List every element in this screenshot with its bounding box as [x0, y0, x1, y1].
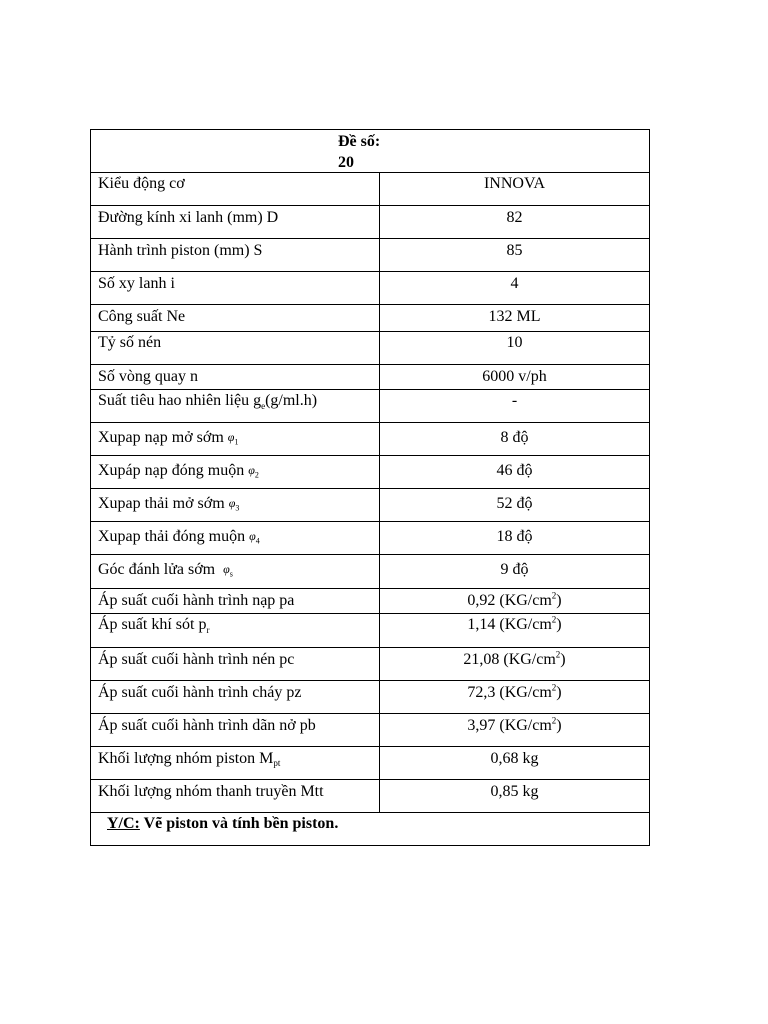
row-label [91, 614, 380, 648]
row-label-subscript: e [261, 401, 266, 412]
table-row [91, 390, 650, 423]
row-value-wrap [467, 684, 561, 701]
row-value [380, 780, 650, 813]
row-label [91, 456, 380, 489]
row-label [91, 489, 380, 522]
row-value-suffix: ) [556, 616, 562, 633]
table-row [91, 456, 650, 489]
row-value-text: 4 [510, 275, 519, 292]
row-value [380, 239, 650, 272]
row-value-suffix: ) [556, 684, 562, 701]
row-label-text: Áp suất cuối hành trình nạp pa [98, 592, 295, 609]
table-footer-row [91, 813, 650, 846]
phi-subscript: s [229, 569, 233, 579]
row-value-text: 72,3 (KG/cm [467, 684, 552, 701]
row-value [380, 681, 650, 714]
row-label-text: Xupáp nạp đóng muộn [98, 462, 245, 479]
row-label-text: Áp suất khí sót p [98, 616, 207, 633]
row-label-text: Áp suất cuối hành trình dãn nở pb [98, 717, 316, 734]
row-value-text: 8 độ [500, 429, 529, 446]
phi-symbol [248, 463, 259, 480]
table-row [91, 206, 650, 239]
phi-letter: φ [228, 496, 236, 510]
row-value [380, 365, 650, 390]
table-row [91, 555, 650, 589]
row-label [91, 648, 380, 681]
phi-subscript: 4 [255, 536, 260, 546]
row-label-text: Suất tiêu hao nhiên liệu g [98, 392, 262, 409]
row-value: 10 [380, 332, 650, 365]
row-label-text: Xupap nạp mở sớm [98, 429, 224, 446]
row-value-text: 18 độ [496, 528, 533, 545]
table-row [91, 332, 650, 365]
row-value [380, 489, 650, 522]
phi-subscript: 1 [234, 437, 239, 447]
row-value: - [380, 390, 650, 423]
table-row [91, 239, 650, 272]
row-value-suffix: ) [556, 592, 562, 609]
row-value-text: 1,14 (KG/cm [467, 616, 552, 633]
row-label-text: Hành trình piston (mm) S [98, 242, 263, 259]
row-value-text: 9 độ [500, 561, 529, 578]
row-label [91, 390, 380, 423]
row-value-text: 85 [506, 242, 523, 259]
phi-letter: φ [248, 463, 255, 477]
row-label-text: Góc đánh lửa sớm [98, 561, 216, 578]
row-label [91, 589, 380, 614]
phi-letter: φ [227, 430, 235, 444]
row-value [380, 648, 650, 681]
row-label [91, 423, 380, 456]
row-label [91, 206, 380, 239]
row-value-text: 52 độ [496, 495, 533, 512]
row-value-text: 0,85 kg [490, 783, 539, 800]
row-label-text: Số xy lanh i [98, 275, 175, 292]
row-value-superscript: 2 [551, 614, 557, 625]
row-label-subscript: r [206, 625, 210, 636]
engine-spec-table [90, 129, 650, 846]
row-value [380, 555, 650, 589]
table-row [91, 173, 650, 206]
table-row [91, 681, 650, 714]
row-value-text: 21,08 (KG/cm [463, 651, 556, 668]
table-row [91, 780, 650, 813]
row-value [380, 272, 650, 305]
exam-number-label: Đề số: [338, 133, 381, 150]
table-header-row [91, 130, 650, 173]
row-label [91, 305, 380, 332]
phi-symbol [223, 562, 233, 579]
row-value-text: 132 ML [488, 308, 541, 325]
table-row [91, 747, 650, 780]
row-label [91, 714, 380, 747]
requirement-prefix: Y/C: [107, 815, 140, 832]
row-value-suffix: ) [560, 651, 566, 668]
row-label-text: Áp suất cuối hành trình cháy pz [98, 684, 302, 701]
table-row [91, 648, 650, 681]
row-label [91, 681, 380, 714]
phi-letter: φ [249, 529, 256, 543]
requirement-cell [91, 813, 650, 846]
requirement-text: Vẽ piston và tính bền piston. [139, 815, 339, 832]
row-value-text: 46 độ [496, 462, 533, 479]
row-value-wrap [467, 592, 561, 609]
row-value-wrap [463, 651, 565, 668]
row-label [91, 272, 380, 305]
table-row [91, 272, 650, 305]
row-value [380, 206, 650, 239]
row-value-text: 0,68 kg [490, 750, 539, 767]
row-value [380, 714, 650, 747]
table-row [91, 614, 650, 648]
table-row [91, 489, 650, 522]
row-label-text: Đường kính xi lanh (mm) D [98, 209, 279, 226]
table-row [91, 522, 650, 555]
row-label [91, 365, 380, 390]
row-value [380, 747, 650, 780]
phi-subscript: 2 [254, 470, 259, 480]
phi-symbol [249, 529, 260, 546]
row-value-text: 3,97 (KG/cm [467, 717, 552, 734]
row-value-text: 0,92 (KG/cm [467, 592, 552, 609]
row-value: INNOVA [380, 173, 650, 206]
row-value [380, 423, 650, 456]
phi-subscript: 3 [235, 503, 240, 513]
exam-number-value: 20 [338, 154, 354, 171]
row-label-text: Áp suất cuối hành trình nén pc [98, 651, 295, 668]
row-label [91, 780, 380, 813]
row-label [91, 239, 380, 272]
table-row [91, 589, 650, 614]
row-label: Kiểu động cơ [91, 173, 380, 206]
row-label-text: Khối lượng nhóm piston M [98, 750, 274, 767]
phi-letter: φ [223, 562, 230, 576]
table-row [91, 365, 650, 390]
row-value [380, 456, 650, 489]
row-label-text: Số vòng quay n [98, 368, 198, 385]
row-label-suffix: (g/ml.h) [265, 392, 318, 409]
row-value-suffix: ) [556, 717, 562, 734]
row-value-superscript: 2 [555, 649, 561, 660]
row-value [380, 614, 650, 648]
table-row [91, 423, 650, 456]
row-value [380, 589, 650, 614]
row-label-text: Công suất Ne [98, 308, 186, 325]
row-label [91, 555, 380, 589]
row-label-subscript: pt [273, 758, 281, 769]
row-value-superscript: 2 [551, 590, 557, 601]
row-value [380, 305, 650, 332]
row-value [380, 522, 650, 555]
table-row [91, 305, 650, 332]
row-label: Tỷ số nén [91, 332, 380, 365]
row-value-wrap [467, 717, 561, 734]
row-value-superscript: 2 [551, 715, 557, 726]
row-value-text: 82 [506, 209, 523, 226]
row-value-text: 6000 v/ph [482, 368, 547, 385]
row-label-text: Khối lượng nhóm thanh truyền Mtt [98, 783, 324, 800]
table-row [91, 714, 650, 747]
row-label [91, 522, 380, 555]
phi-symbol [227, 430, 239, 447]
row-label-text: Xupap thải đóng muộn [98, 528, 246, 545]
row-value-superscript: 2 [551, 682, 557, 693]
table-header-cell [91, 130, 650, 173]
row-label [91, 747, 380, 780]
row-label-text: Xupap thải mở sớm [98, 495, 225, 512]
phi-symbol [228, 496, 240, 513]
